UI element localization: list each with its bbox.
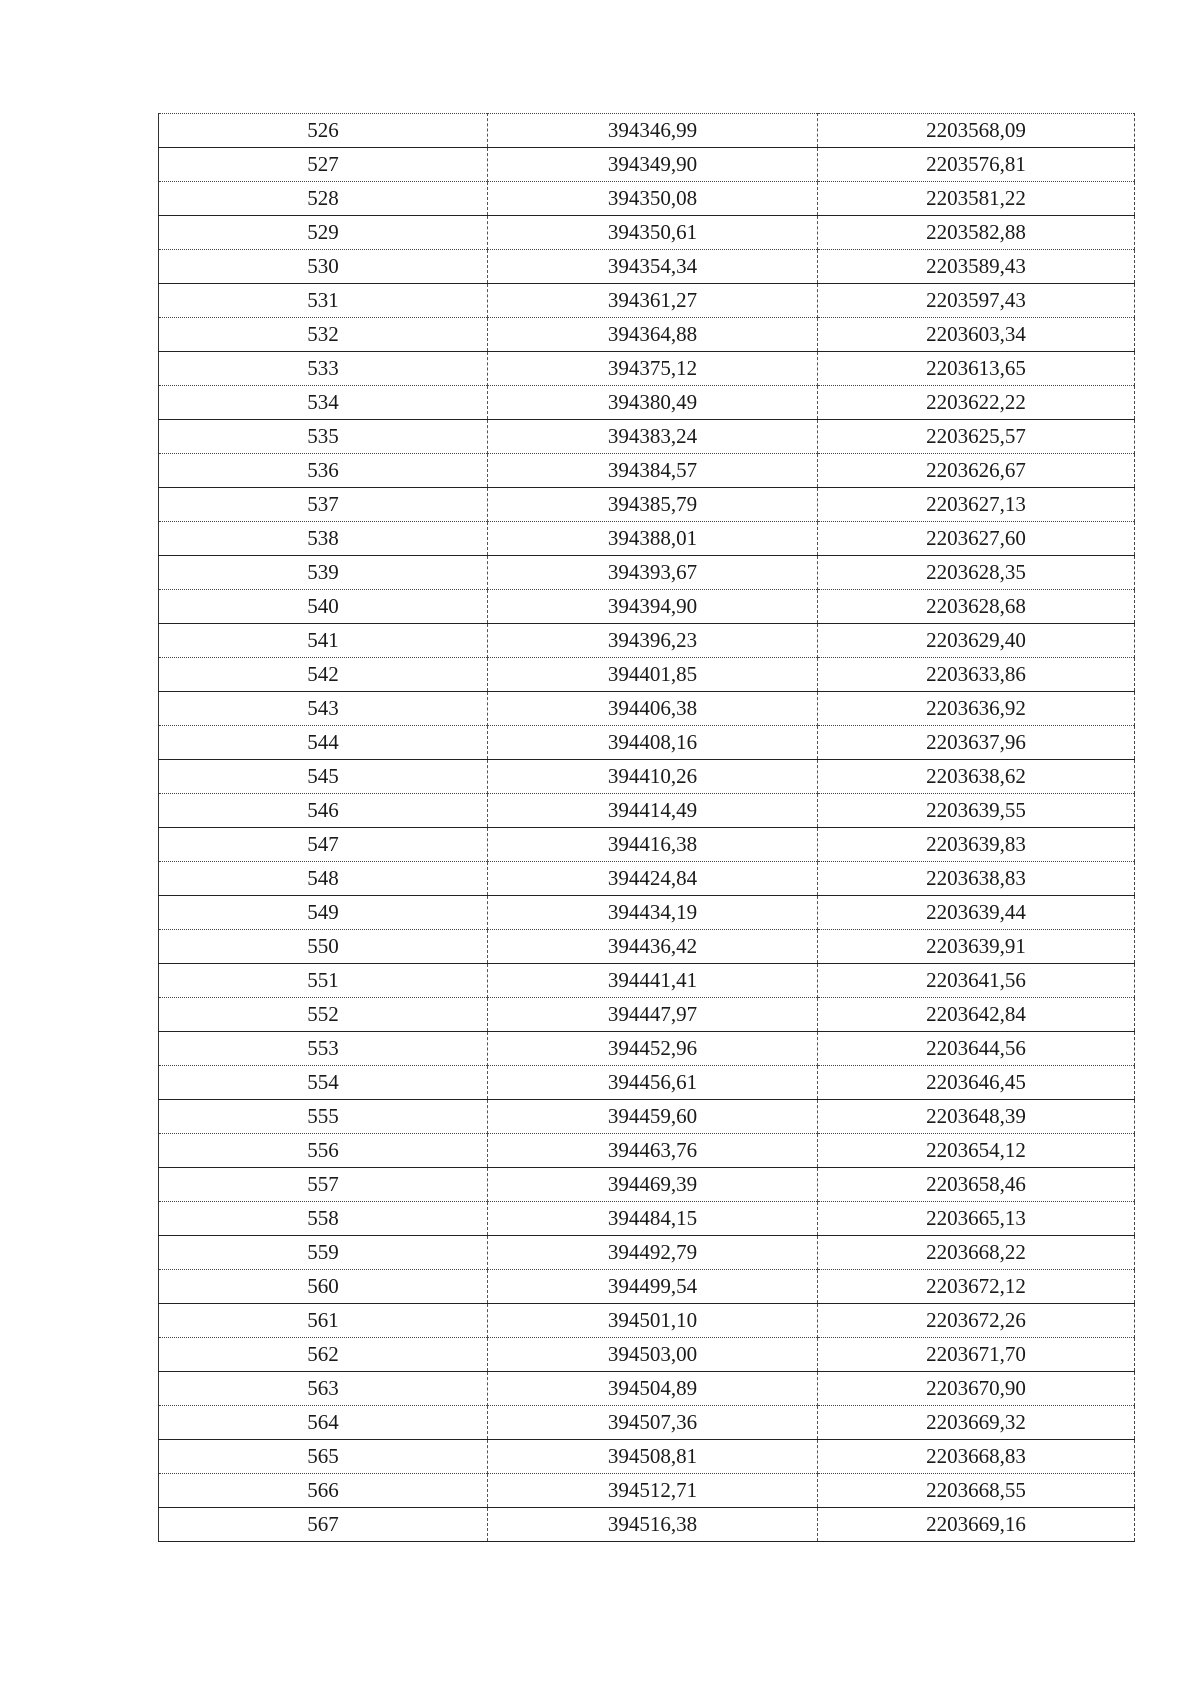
point-number-cell: 552 [159, 998, 488, 1032]
table-row [159, 148, 1135, 182]
y-coordinate-cell: 2203568,09 [818, 114, 1135, 148]
x-coordinate-cell: 394408,16 [488, 726, 818, 760]
coordinates-table [158, 113, 1135, 1542]
x-coordinate-cell: 394354,34 [488, 250, 818, 284]
point-number-cell: 533 [159, 352, 488, 386]
y-coordinate-cell: 2203671,70 [818, 1338, 1135, 1372]
x-coordinate-cell: 394501,10 [488, 1304, 818, 1338]
table-row [159, 1032, 1135, 1066]
table-row [159, 964, 1135, 998]
table-row [159, 216, 1135, 250]
point-number-cell: 538 [159, 522, 488, 556]
table-row [159, 352, 1135, 386]
x-coordinate-cell: 394401,85 [488, 658, 818, 692]
y-coordinate-cell: 2203625,57 [818, 420, 1135, 454]
x-coordinate-cell: 394516,38 [488, 1508, 818, 1542]
point-number-cell: 527 [159, 148, 488, 182]
x-coordinate-cell: 394484,15 [488, 1202, 818, 1236]
point-number-cell: 550 [159, 930, 488, 964]
table-row [159, 1508, 1135, 1542]
point-number-cell: 539 [159, 556, 488, 590]
x-coordinate-cell: 394394,90 [488, 590, 818, 624]
y-coordinate-cell: 2203638,62 [818, 760, 1135, 794]
table-row [159, 1270, 1135, 1304]
y-coordinate-cell: 2203665,13 [818, 1202, 1135, 1236]
point-number-cell: 531 [159, 284, 488, 318]
table-row [159, 284, 1135, 318]
y-coordinate-cell: 2203672,26 [818, 1304, 1135, 1338]
y-coordinate-cell: 2203629,40 [818, 624, 1135, 658]
point-number-cell: 529 [159, 216, 488, 250]
point-number-cell: 560 [159, 1270, 488, 1304]
y-coordinate-cell: 2203669,32 [818, 1406, 1135, 1440]
table-row [159, 1236, 1135, 1270]
y-coordinate-cell: 2203641,56 [818, 964, 1135, 998]
y-coordinate-cell: 2203668,83 [818, 1440, 1135, 1474]
y-coordinate-cell: 2203639,91 [818, 930, 1135, 964]
y-coordinate-cell: 2203633,86 [818, 658, 1135, 692]
table-row [159, 556, 1135, 590]
y-coordinate-cell: 2203639,55 [818, 794, 1135, 828]
point-number-cell: 567 [159, 1508, 488, 1542]
y-coordinate-cell: 2203639,83 [818, 828, 1135, 862]
point-number-cell: 554 [159, 1066, 488, 1100]
point-number-cell: 528 [159, 182, 488, 216]
x-coordinate-cell: 394384,57 [488, 454, 818, 488]
y-coordinate-cell: 2203668,55 [818, 1474, 1135, 1508]
x-coordinate-cell: 394447,97 [488, 998, 818, 1032]
point-number-cell: 545 [159, 760, 488, 794]
x-coordinate-cell: 394416,38 [488, 828, 818, 862]
table-row [159, 1134, 1135, 1168]
y-coordinate-cell: 2203603,34 [818, 318, 1135, 352]
point-number-cell: 537 [159, 488, 488, 522]
y-coordinate-cell: 2203669,16 [818, 1508, 1135, 1542]
x-coordinate-cell: 394380,49 [488, 386, 818, 420]
point-number-cell: 565 [159, 1440, 488, 1474]
table-row [159, 998, 1135, 1032]
table-row [159, 726, 1135, 760]
point-number-cell: 530 [159, 250, 488, 284]
point-number-cell: 551 [159, 964, 488, 998]
table-row [159, 1100, 1135, 1134]
table-row [159, 420, 1135, 454]
table-row [159, 454, 1135, 488]
point-number-cell: 534 [159, 386, 488, 420]
x-coordinate-cell: 394463,76 [488, 1134, 818, 1168]
y-coordinate-cell: 2203670,90 [818, 1372, 1135, 1406]
table-row [159, 386, 1135, 420]
x-coordinate-cell: 394406,38 [488, 692, 818, 726]
y-coordinate-cell: 2203627,13 [818, 488, 1135, 522]
table-row [159, 1338, 1135, 1372]
y-coordinate-cell: 2203626,67 [818, 454, 1135, 488]
table-row [159, 896, 1135, 930]
x-coordinate-cell: 394361,27 [488, 284, 818, 318]
point-number-cell: 536 [159, 454, 488, 488]
x-coordinate-cell: 394349,90 [488, 148, 818, 182]
table-row [159, 692, 1135, 726]
x-coordinate-cell: 394469,39 [488, 1168, 818, 1202]
x-coordinate-cell: 394492,79 [488, 1236, 818, 1270]
x-coordinate-cell: 394350,61 [488, 216, 818, 250]
point-number-cell: 553 [159, 1032, 488, 1066]
x-coordinate-cell: 394508,81 [488, 1440, 818, 1474]
y-coordinate-cell: 2203642,84 [818, 998, 1135, 1032]
table-row [159, 1304, 1135, 1338]
x-coordinate-cell: 394434,19 [488, 896, 818, 930]
point-number-cell: 555 [159, 1100, 488, 1134]
coordinates-table-body [159, 114, 1135, 1542]
point-number-cell: 562 [159, 1338, 488, 1372]
table-row [159, 488, 1135, 522]
table-row [159, 624, 1135, 658]
x-coordinate-cell: 394346,99 [488, 114, 818, 148]
x-coordinate-cell: 394459,60 [488, 1100, 818, 1134]
point-number-cell: 542 [159, 658, 488, 692]
y-coordinate-cell: 2203576,81 [818, 148, 1135, 182]
table-row [159, 1474, 1135, 1508]
table-row [159, 862, 1135, 896]
y-coordinate-cell: 2203628,68 [818, 590, 1135, 624]
point-number-cell: 543 [159, 692, 488, 726]
point-number-cell: 546 [159, 794, 488, 828]
point-number-cell: 549 [159, 896, 488, 930]
x-coordinate-cell: 394388,01 [488, 522, 818, 556]
x-coordinate-cell: 394375,12 [488, 352, 818, 386]
y-coordinate-cell: 2203672,12 [818, 1270, 1135, 1304]
x-coordinate-cell: 394424,84 [488, 862, 818, 896]
x-coordinate-cell: 394414,49 [488, 794, 818, 828]
y-coordinate-cell: 2203637,96 [818, 726, 1135, 760]
table-row [159, 658, 1135, 692]
point-number-cell: 557 [159, 1168, 488, 1202]
y-coordinate-cell: 2203638,83 [818, 862, 1135, 896]
y-coordinate-cell: 2203636,92 [818, 692, 1135, 726]
y-coordinate-cell: 2203581,22 [818, 182, 1135, 216]
table-row [159, 1372, 1135, 1406]
table-row [159, 1440, 1135, 1474]
x-coordinate-cell: 394452,96 [488, 1032, 818, 1066]
table-row [159, 1168, 1135, 1202]
x-coordinate-cell: 394504,89 [488, 1372, 818, 1406]
y-coordinate-cell: 2203627,60 [818, 522, 1135, 556]
table-row [159, 1406, 1135, 1440]
x-coordinate-cell: 394383,24 [488, 420, 818, 454]
table-row [159, 828, 1135, 862]
y-coordinate-cell: 2203654,12 [818, 1134, 1135, 1168]
x-coordinate-cell: 394396,23 [488, 624, 818, 658]
y-coordinate-cell: 2203597,43 [818, 284, 1135, 318]
point-number-cell: 563 [159, 1372, 488, 1406]
point-number-cell: 535 [159, 420, 488, 454]
table-row [159, 590, 1135, 624]
x-coordinate-cell: 394436,42 [488, 930, 818, 964]
table-row [159, 1202, 1135, 1236]
y-coordinate-cell: 2203644,56 [818, 1032, 1135, 1066]
x-coordinate-cell: 394499,54 [488, 1270, 818, 1304]
x-coordinate-cell: 394512,71 [488, 1474, 818, 1508]
table-row [159, 1066, 1135, 1100]
x-coordinate-cell: 394503,00 [488, 1338, 818, 1372]
point-number-cell: 566 [159, 1474, 488, 1508]
y-coordinate-cell: 2203613,65 [818, 352, 1135, 386]
point-number-cell: 547 [159, 828, 488, 862]
x-coordinate-cell: 394393,67 [488, 556, 818, 590]
y-coordinate-cell: 2203646,45 [818, 1066, 1135, 1100]
x-coordinate-cell: 394456,61 [488, 1066, 818, 1100]
y-coordinate-cell: 2203639,44 [818, 896, 1135, 930]
table-row [159, 318, 1135, 352]
point-number-cell: 544 [159, 726, 488, 760]
y-coordinate-cell: 2203648,39 [818, 1100, 1135, 1134]
y-coordinate-cell: 2203622,22 [818, 386, 1135, 420]
y-coordinate-cell: 2203668,22 [818, 1236, 1135, 1270]
y-coordinate-cell: 2203589,43 [818, 250, 1135, 284]
y-coordinate-cell: 2203582,88 [818, 216, 1135, 250]
x-coordinate-cell: 394441,41 [488, 964, 818, 998]
point-number-cell: 558 [159, 1202, 488, 1236]
table-row [159, 522, 1135, 556]
point-number-cell: 559 [159, 1236, 488, 1270]
table-row [159, 250, 1135, 284]
point-number-cell: 564 [159, 1406, 488, 1440]
point-number-cell: 548 [159, 862, 488, 896]
point-number-cell: 540 [159, 590, 488, 624]
point-number-cell: 541 [159, 624, 488, 658]
point-number-cell: 561 [159, 1304, 488, 1338]
point-number-cell: 532 [159, 318, 488, 352]
y-coordinate-cell: 2203628,35 [818, 556, 1135, 590]
x-coordinate-cell: 394385,79 [488, 488, 818, 522]
table-row [159, 794, 1135, 828]
x-coordinate-cell: 394350,08 [488, 182, 818, 216]
x-coordinate-cell: 394507,36 [488, 1406, 818, 1440]
table-row [159, 114, 1135, 148]
table-row [159, 182, 1135, 216]
y-coordinate-cell: 2203658,46 [818, 1168, 1135, 1202]
x-coordinate-cell: 394364,88 [488, 318, 818, 352]
point-number-cell: 556 [159, 1134, 488, 1168]
point-number-cell: 526 [159, 114, 488, 148]
table-row [159, 760, 1135, 794]
table-row [159, 930, 1135, 964]
x-coordinate-cell: 394410,26 [488, 760, 818, 794]
